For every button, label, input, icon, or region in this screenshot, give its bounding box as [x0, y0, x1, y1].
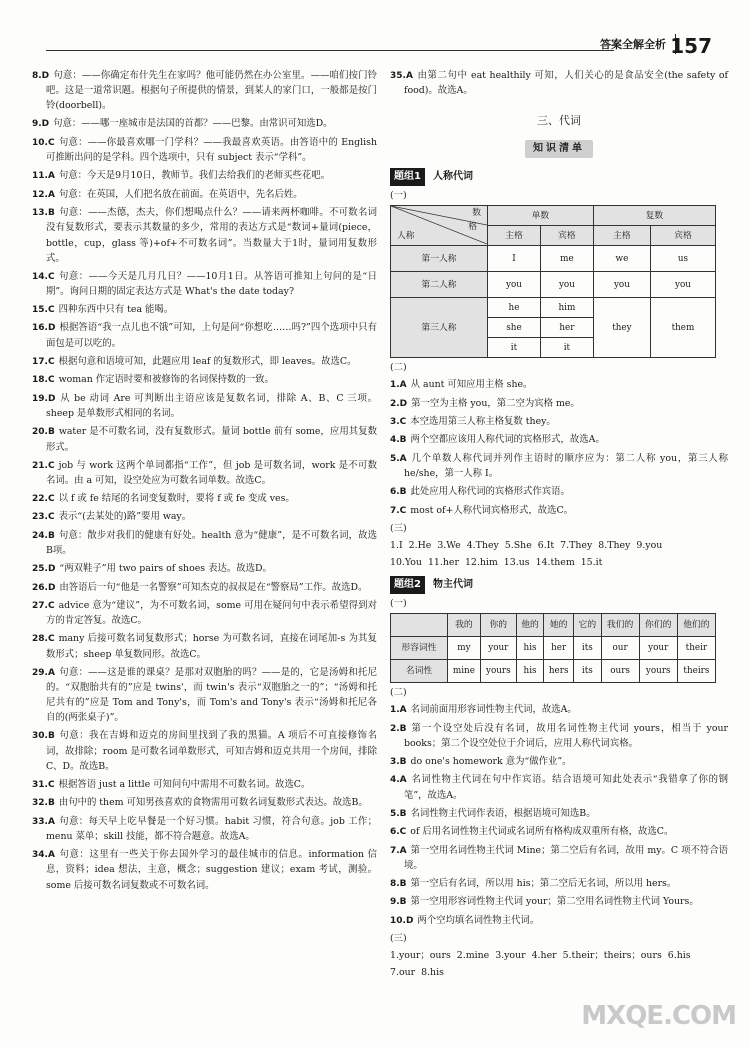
- answer-item: [32, 491, 377, 506]
- answer-item: [390, 721, 728, 751]
- answer-item: [390, 894, 728, 909]
- answer-item: [390, 913, 728, 928]
- answer-number: 7.C: [390, 505, 407, 516]
- answer-number: 5.B: [390, 808, 407, 819]
- answer-item: [32, 598, 377, 628]
- right-column: [390, 68, 728, 982]
- table-cell: 你的: [480, 614, 516, 637]
- answer-text: 根据答语 just a little 可知问句中需用不可数名词。故选C。: [58, 778, 311, 790]
- table-cell: yours: [480, 660, 516, 683]
- answer-item: [390, 503, 728, 518]
- table-cell: hers: [544, 660, 574, 683]
- answer-text: most of+人称代词宾格形式，故选C。: [410, 504, 574, 516]
- answer-text: 从 aunt 可知应用主格 she。: [410, 379, 533, 391]
- fill-answer: 8.They: [598, 539, 631, 551]
- table-cell: them: [650, 298, 715, 358]
- watermark-logo: MXQE.COM: [581, 1001, 736, 1032]
- table-cell: it: [540, 338, 593, 358]
- answer-text: 句意：这里有一些关于你去国外学习的最佳城市的信息。information 信息，资料；idea 想法，主意，概念；suggestion 建议；exam 考试，测验。some 后接可数名词复数或不可数名词。: [46, 849, 377, 891]
- fill-answer: 9.you: [636, 539, 663, 551]
- group2-tag: 题组2: [390, 576, 425, 594]
- fill-answer: 11.her: [427, 557, 459, 568]
- group2-part3-label: (三): [390, 933, 407, 945]
- answer-text: “两双鞋子”用 two pairs of shoes 表达。故选D。: [59, 563, 272, 575]
- answer-text: advice 意为“建议”，为不可数名词，some 可用在疑问句中表示希望得到对方的肯定答复。故选C。: [46, 599, 377, 627]
- answer-item: [390, 772, 728, 802]
- answer-text: 句意：——你确定布什先生在家吗？他可能仍然在办公室里。——咱们按门铃吧。这是一道常识题。根据句子所提供的情景，到某人的家门口，一般都是按门铃(doorbell)。: [46, 70, 377, 112]
- answer-item: [32, 795, 377, 810]
- answer-number: 19.D: [32, 393, 56, 404]
- answer-item: [32, 561, 377, 576]
- answer-item: [32, 116, 377, 131]
- answer-number: 28.C: [32, 634, 55, 645]
- answer-item: [390, 876, 728, 891]
- answer-item: [390, 806, 728, 821]
- answer-item: [32, 424, 377, 454]
- table-cell: ours: [601, 660, 639, 683]
- answer-item: [32, 665, 377, 726]
- table-cell: 他的: [516, 614, 543, 637]
- answer-text: 句意：——哪一座城市是法国的首都？——巴黎。由常识可知选D。: [53, 118, 333, 130]
- answer-item: [32, 777, 377, 792]
- answer-text: 句意：我在吉姆和迈克的房间里找到了我的黑猫。A 项后不可直接修饰名词，故排除；room 是可数名词单数形式，可知吉姆和迈克共用一个房间，排除 C、D。故选B。: [46, 730, 377, 772]
- answer-number: 26.D: [32, 582, 56, 593]
- header-nominative: 主格: [488, 226, 541, 246]
- answer-number: 2.B: [390, 723, 407, 734]
- answer-text: 由句中的 them 可知男孩喜欢的食物需用可数名词复数形式表达。故选B。: [58, 797, 368, 809]
- table-cell: her: [540, 318, 593, 338]
- answer-number: 14.C: [32, 271, 55, 282]
- answer-item: [390, 824, 728, 839]
- answer-number: 12.A: [32, 189, 55, 200]
- answer-number: 7.A: [390, 845, 407, 856]
- fill-answer: 2.He: [408, 539, 432, 551]
- answer-number: 34.A: [32, 850, 55, 861]
- table-cell: him: [540, 298, 593, 318]
- answer-item: [32, 528, 377, 558]
- answer-item: [32, 269, 377, 299]
- fill-answer: 4.her: [531, 950, 557, 962]
- answer-item: [32, 320, 377, 350]
- diagonal-header-cell: [391, 206, 488, 246]
- answer-text: 第一空后有名词，所以用 his；第二空后无名词，所以用 hers。: [410, 878, 677, 890]
- answer-number: 23.C: [32, 512, 55, 523]
- personal-pronoun-table: [390, 205, 716, 358]
- answer-text: 几个单数人称代词并列作主语时的顺序应为：第二人称 you，第三人称 he/she，第一人称 I。: [404, 452, 728, 480]
- fill-answer: 13.us: [503, 557, 530, 568]
- answer-number: 15.C: [32, 305, 55, 316]
- answer-number: 35.A: [390, 71, 413, 81]
- answer-item: [390, 754, 728, 769]
- answer-number: 27.C: [32, 600, 55, 611]
- diag-label-number: 数: [472, 208, 481, 219]
- answer-text: 根据答语“我一点儿也不饿”可知，上句是问“你想吃……吗?”四个选项中只有面包是可以吃的。: [46, 322, 377, 349]
- answer-number: 10.C: [32, 137, 55, 148]
- section-badge-wrap: [390, 140, 728, 158]
- fill-answer: 1.your；ours: [390, 950, 451, 962]
- answer-number: 18.C: [32, 375, 55, 386]
- answer-number: 17.C: [32, 356, 55, 367]
- group1-tag: 题组1: [390, 168, 425, 186]
- answer-item: [390, 377, 728, 392]
- answer-text: 名词性物主代词作表语，根据语境可知选B。: [410, 807, 596, 819]
- answer-number: 3.C: [390, 416, 407, 427]
- answer-text: 句意：散步对我们的健康有好处。health 意为“健康”，是不可数名词，故选B项。: [46, 529, 377, 557]
- answer-item: [390, 451, 728, 481]
- table-cell: you: [650, 272, 715, 298]
- answer-number: 1.A: [390, 380, 407, 391]
- answer-number: 9.D: [32, 119, 50, 130]
- answer-item: [390, 396, 728, 411]
- fill-answer: 5.She: [504, 539, 532, 551]
- table-cell: you: [540, 272, 593, 298]
- answer-item: [32, 187, 377, 202]
- answer-item: [390, 702, 728, 717]
- answer-number: 6.B: [390, 487, 407, 498]
- group1-fill-row: [390, 538, 728, 553]
- answer-item: [32, 354, 377, 369]
- table-cell: us: [650, 246, 715, 272]
- table-cell: my: [448, 637, 481, 660]
- answer-number: 24.B: [32, 530, 55, 541]
- fill-answer: 15.it: [580, 557, 603, 568]
- group2-answers: [390, 702, 728, 928]
- answer-number: 22.C: [32, 493, 55, 504]
- section-title: 三、代词: [537, 114, 581, 128]
- group2-title: 物主代词: [432, 579, 473, 591]
- row-label: 第二人称: [391, 272, 488, 298]
- fill-answer: 7.They: [560, 539, 593, 551]
- answer-text: 表示“(去某处的)路”要用 way。: [58, 511, 192, 523]
- answer-text: do one's homework 意为“做作业”。: [410, 755, 572, 767]
- answer-number: 21.C: [32, 460, 55, 471]
- answer-item: [32, 205, 377, 266]
- group2-fill-row: [390, 965, 728, 980]
- table-cell: I: [488, 246, 541, 272]
- table-cell: its: [574, 637, 601, 660]
- answer-number: 8.B: [390, 879, 407, 890]
- answer-text: 句意：——这是谁的课桌？是那对双胞胎的吗？——是的，它是汤姆和托尼的。“双胞胎共有的”应是 twins'，而 twin's 表示“双胞胎之一的”；“汤姆和托尼共有的”应是 Tom and Tony's，而 Tom's and Tony's 表示“汤姆和托尼各自的(两张桌子)”。: [46, 666, 377, 724]
- fill-answer: 1.I: [390, 539, 403, 551]
- section-badge: 知识清单: [525, 140, 593, 158]
- answer-number: 3.B: [390, 756, 407, 767]
- table-cell: it: [488, 338, 541, 358]
- answer-text: job 与 work 这两个单词都指“工作”，但 job 是可数名词，work 是不可数名词。由 a 可知，设空处应为可数名词单数。故选C。: [46, 459, 377, 486]
- row-label: 形容词性: [391, 637, 448, 660]
- answer-item: [32, 814, 377, 844]
- answer-number: 30.B: [32, 731, 55, 742]
- page-number: 157: [670, 34, 712, 58]
- table-cell: our: [601, 637, 639, 660]
- table-cell: you: [488, 272, 541, 298]
- table-cell: theirs: [677, 660, 715, 683]
- answer-item: [390, 432, 728, 447]
- header-objective: 宾格: [540, 226, 593, 246]
- answer-text: 句意：——杰德，杰夫，你们想喝点什么？——请来两杯咖啡。不可数名词没有复数形式，要表示其数量的多少，常用的表达方式是“数词+量词(piece，bottle，cup，glass 等)+of+不可数名词”。当数量大于1时，量词用复数形式。: [46, 207, 377, 264]
- fill-answer: 4.They: [466, 539, 499, 551]
- answer-number: 16.D: [32, 323, 56, 334]
- answer-number: 31.C: [32, 779, 55, 790]
- table-cell: 我们的: [601, 614, 639, 637]
- answer-number: 1.A: [390, 705, 407, 716]
- answer-number: 13.B: [32, 208, 55, 219]
- group2-part2-label: (二): [390, 687, 407, 699]
- group1-title: 人称代词: [432, 171, 473, 183]
- answer-number: 4.A: [390, 775, 407, 786]
- table-cell: 我的: [448, 614, 481, 637]
- answer-number: 8.D: [32, 71, 50, 81]
- fill-answer: 6.It: [537, 539, 555, 551]
- answer-item: [32, 847, 377, 892]
- answer-text: water 是不可数名词，没有复数形式。量词 bottle 前有 some，应用其复数形式。: [46, 426, 377, 453]
- fill-answer: 10.You: [390, 557, 422, 568]
- answer-text: 根据句意和语境可知，此题应用 leaf 的复数形式，即 leaves。故选C。: [58, 355, 357, 367]
- answer-item: [32, 302, 377, 317]
- table-cell: their: [677, 637, 715, 660]
- table-cell: 他们的: [677, 614, 715, 637]
- answer-text: 名词前面用形容词性物主代词，故选A。: [410, 704, 577, 716]
- fill-answer: 14.them: [535, 557, 575, 568]
- corner-cell: [391, 614, 448, 637]
- answer-number: 20.B: [32, 427, 55, 438]
- answer-text: 本空选用第三人称主格复数 they。: [410, 415, 556, 427]
- answer-number: 2.D: [390, 398, 408, 409]
- answer-text: 从 be 动词 Are 可判断出主语应该是复数名词，排除 A、B、C 三项。sheep 是单数形式相同的名词。: [46, 392, 377, 420]
- group2-part1-label: (一): [390, 598, 407, 610]
- answer-text: 两个空均填名词性物主代词。: [417, 914, 540, 926]
- answer-text: 由第二句中 eat healthily 可知，人们关心的是食品安全(the safety of food)。故选A。: [404, 70, 728, 97]
- answer-text: woman 作定语时要和被修饰的名词保持数的一致。: [58, 374, 274, 386]
- answer-item: [390, 843, 728, 873]
- answer-item: [390, 484, 728, 499]
- table-cell: me: [540, 246, 593, 272]
- header-objective-plural: 宾格: [650, 226, 715, 246]
- answer-text: 句意：在英国，人们把名放在前面。在英语中，先名后姓。: [58, 188, 303, 200]
- answer-number: 10.D: [390, 915, 414, 926]
- answer-text: 第一个设空处后没有名词，故用名词性物主代词 yours，相当于 your books；第二个设空处位于介词后，应用人称代词宾格。: [404, 722, 728, 749]
- table-cell: his: [516, 637, 543, 660]
- table-cell: we: [593, 246, 650, 272]
- table-cell: your: [480, 637, 516, 660]
- table-cell: mine: [448, 660, 481, 683]
- table-cell: 你们的: [639, 614, 677, 637]
- fill-answer: 5.their；theirs；ours: [562, 950, 662, 962]
- answer-item: [32, 135, 377, 165]
- group1-answers: [390, 377, 728, 518]
- answer-text: 四种东西中只有 tea 能喝。: [58, 304, 174, 316]
- table-cell: they: [593, 298, 650, 358]
- answer-item: [32, 391, 377, 421]
- possessive-pronoun-table: [390, 613, 716, 683]
- page-header: [46, 30, 726, 56]
- answer-item: [32, 631, 377, 661]
- answer-number: 25.D: [32, 564, 56, 575]
- answer-text: 句意：——今天是几月几日？——10月1日。从答语可推知上句问的是“日期”。询问日期的固定表达方式是 What's the date today?: [46, 270, 377, 298]
- fill-answer: 3.We: [437, 539, 461, 551]
- answer-number: 6.C: [390, 827, 407, 838]
- answer-number: 5.A: [390, 453, 407, 464]
- answer-text: 第一空用形容词性物主代词 your；第二空用名词性物主代词 Yours。: [410, 896, 699, 908]
- fill-answer: 7.our: [390, 967, 416, 979]
- answer-number: 33.A: [32, 816, 55, 827]
- group1-fill-row: [390, 555, 728, 570]
- group1-part3-label: (三): [390, 522, 407, 534]
- answer-item: [32, 728, 377, 773]
- table-cell: its: [574, 660, 601, 683]
- answer-text: 第一空为主格 you，第二空为宾格 me。: [411, 397, 580, 409]
- fill-answer: 2.mine: [456, 950, 490, 962]
- group2-heading: [390, 576, 728, 594]
- table-cell: yours: [639, 660, 677, 683]
- table-cell: 她的: [544, 614, 574, 637]
- row-label: 第一人称: [391, 246, 488, 272]
- header-rule: [46, 50, 614, 51]
- table-cell: she: [488, 318, 541, 338]
- answer-item: [32, 168, 377, 183]
- fill-answer: 3.your: [495, 950, 526, 962]
- answer-text: 两个空都应该用人称代词的宾格形式，故选A。: [410, 434, 605, 446]
- answer-number: 11.A: [32, 171, 55, 182]
- answer-text: 句意：——你最喜欢哪一门学科？——我最喜欢英语。由答语中的 English 可推断出问的是学科。四个选项中，只有 subject 表示“学科”。: [46, 136, 377, 164]
- group1-part2-label: (二): [390, 362, 407, 374]
- row-label: 第三人称: [391, 298, 488, 358]
- answer-number: 4.B: [390, 435, 407, 446]
- table-cell: he: [488, 298, 541, 318]
- header-singular: 单数: [488, 206, 594, 226]
- answer-text: 第一空用名词性物主代词 Mine；第二空后有名词，故用 my。C 项不符合语境。: [404, 844, 728, 871]
- header-nominative-plural: 主格: [593, 226, 650, 246]
- table-cell: 它的: [574, 614, 601, 637]
- answer-text: of 后用名词性物主代词或名词所有格构成双重所有格，故选C。: [410, 826, 674, 838]
- group1-part1-label: (一): [390, 190, 407, 202]
- header-label: 答案全解全析: [600, 38, 666, 51]
- answer-text: 名词性物主代词在句中作宾语。结合语境可知此处表示“我错拿了你的钢笔”，故选A。: [404, 774, 728, 801]
- answer-text: 句意：每天早上吃早餐是一个好习惯。habit 习惯，符合句意。job 工作；menu 菜单；skill 技能，都不符合题意。故选A。: [46, 815, 377, 843]
- left-column: [32, 68, 377, 896]
- answer-item: [32, 458, 377, 488]
- answer-item: [32, 68, 377, 113]
- answer-item: [32, 372, 377, 387]
- answer-number: 32.B: [32, 798, 55, 809]
- answer-text: 句意：今天是9月10日，教师节。我们去给我们的老师买些花吧。: [58, 170, 330, 182]
- table-cell: his: [516, 660, 543, 683]
- answer-item: [32, 509, 377, 524]
- answer-item: [390, 68, 728, 98]
- diag-label-case: 格: [468, 222, 477, 233]
- group2-fill-row: [390, 948, 728, 963]
- answer-text: 此处应用人称代词的宾格形式作宾语。: [410, 486, 570, 498]
- fill-answer: 6.his: [667, 950, 691, 962]
- fill-answer: 12.him: [464, 557, 498, 568]
- table-cell: her: [544, 637, 574, 660]
- diag-label-person: 人称: [397, 231, 415, 242]
- answer-number: 9.B: [390, 897, 407, 908]
- answer-item: [390, 414, 728, 429]
- answer-text: many 后接可数名词复数形式；horse 为可数名词，直接在词尾加-s 为其复数形式；sheep 单复数同形。故选C。: [46, 633, 377, 660]
- group1-heading: [390, 168, 728, 186]
- table-cell: you: [593, 272, 650, 298]
- fill-answer: 8.his: [421, 967, 444, 979]
- answer-number: 29.A: [32, 667, 55, 678]
- answer-text: 以 f 或 fe 结尾的名词变复数时，要将 f 或 fe 变成 ves。: [58, 492, 295, 504]
- row-label: 名词性: [391, 660, 448, 683]
- answer-text: 由答语后一句“他是一名警察”可知杰克的叔叔是在“警察局”工作。故选D。: [59, 581, 368, 593]
- answer-item: [32, 580, 377, 595]
- header-plural: 复数: [593, 206, 715, 226]
- table-cell: your: [639, 637, 677, 660]
